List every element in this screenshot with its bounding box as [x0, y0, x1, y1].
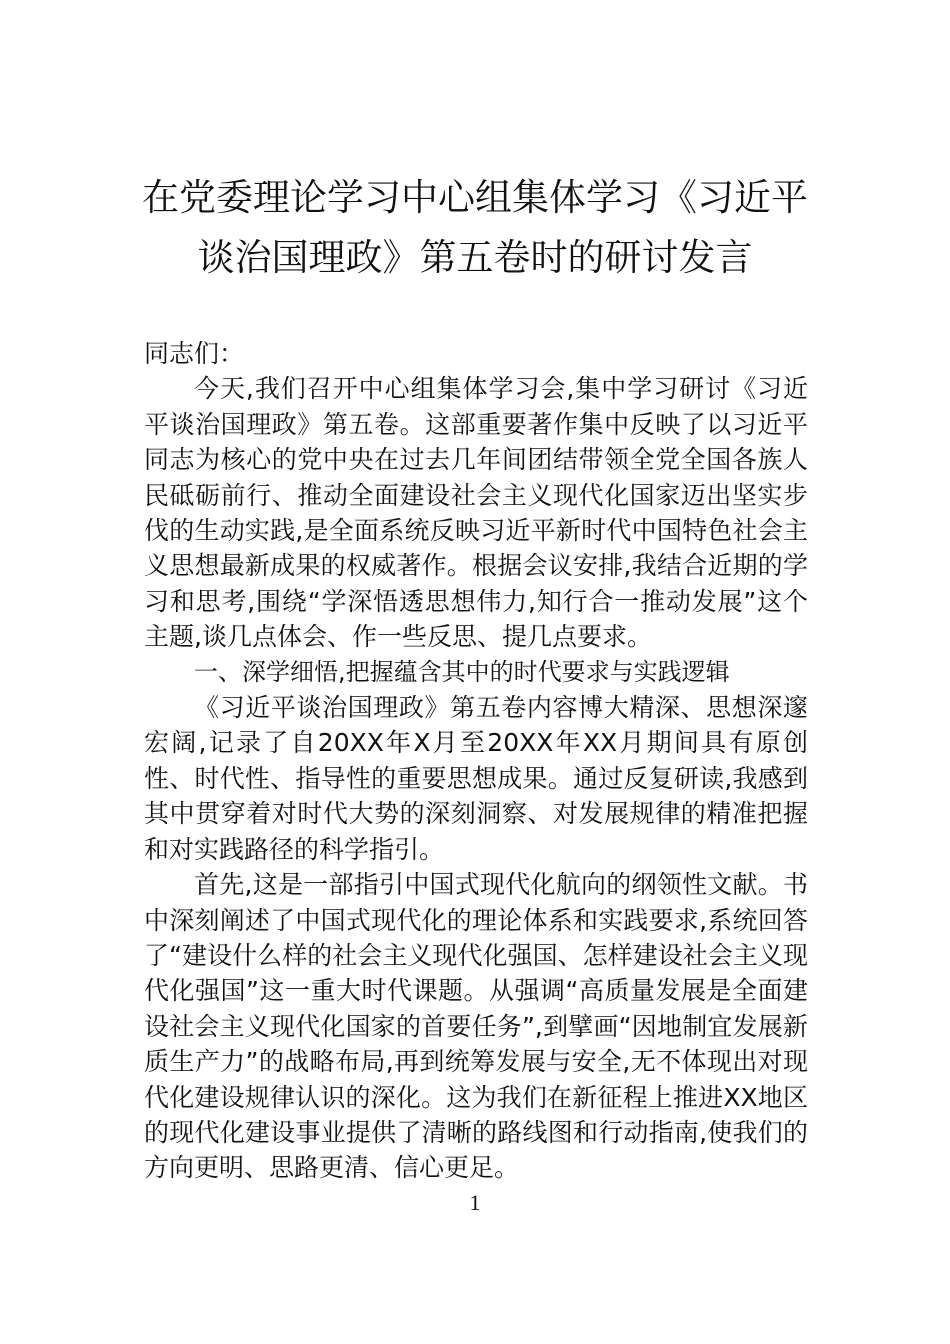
section-heading-1: 一、深学细悟,把握蕴含其中的时代要求与实践逻辑	[194, 657, 730, 686]
paragraph-intro: 今天,我们召开中心组集体学习会,集中学习研讨《习近平谈治国理政》第五卷。这部重要著作集中反映了以习近平同志为核心的党中央在过去几年间团结带领全党全国各族人民砥砺前行、推动全面建设社会主义现代化国家迈出坚实步伐的生动实践,是全面系统反映习近平新时代中国特色社会主义思想最新成果的权威著作。根据会议安排,我结合近期的学习和思考,围绕“学深悟透思想伟力,知行合一推动发展”这个主题,谈几点体会、作一些反思、提几点要求。	[144, 374, 808, 652]
title-line-1: 在党委理论学习中心组集体学习《习近平	[142, 176, 808, 219]
paragraph-first-point: 首先,这是一部指引中国式现代化航向的纲领性文献。书中深刻阐述了中国式现代化的理论体系和实践要求,系统回答了“建设什么样的社会主义现代化强国、怎样建设社会主义现代化强国”这一重大时代课题。从强调“高质量发展是全面建设社会主义现代化国家的首要任务”,到擘画“因地制宜发展新质生产力”的战略布局,再到统筹发展与安全,无不体现出对现代化建设规律认识的深化。这为我们在新征程上推进XX地区的现代化建设事业提供了清晰的路线图和行动指南,使我们的方向更明、思路更清、信心更足。	[144, 870, 808, 1183]
document-body	[144, 336, 808, 1186]
salutation: 同志们：	[144, 339, 245, 368]
paragraph-section-1: 《习近平谈治国理政》第五卷内容博大精深、思想深邃宏阔,记录了自20XX年X月至20XX年XX月期间具有原创性、时代性、指导性的重要思想成果。通过反复研读,我感到其中贯穿着对时代大势的深刻洞察、对发展规律的精准把握和对实践路径的科学指引。	[144, 693, 808, 864]
title-line-2: 谈治国理政》第五卷时的研讨发言	[197, 236, 753, 279]
page-number: 1	[469, 1190, 481, 1215]
document-title	[120, 168, 830, 288]
